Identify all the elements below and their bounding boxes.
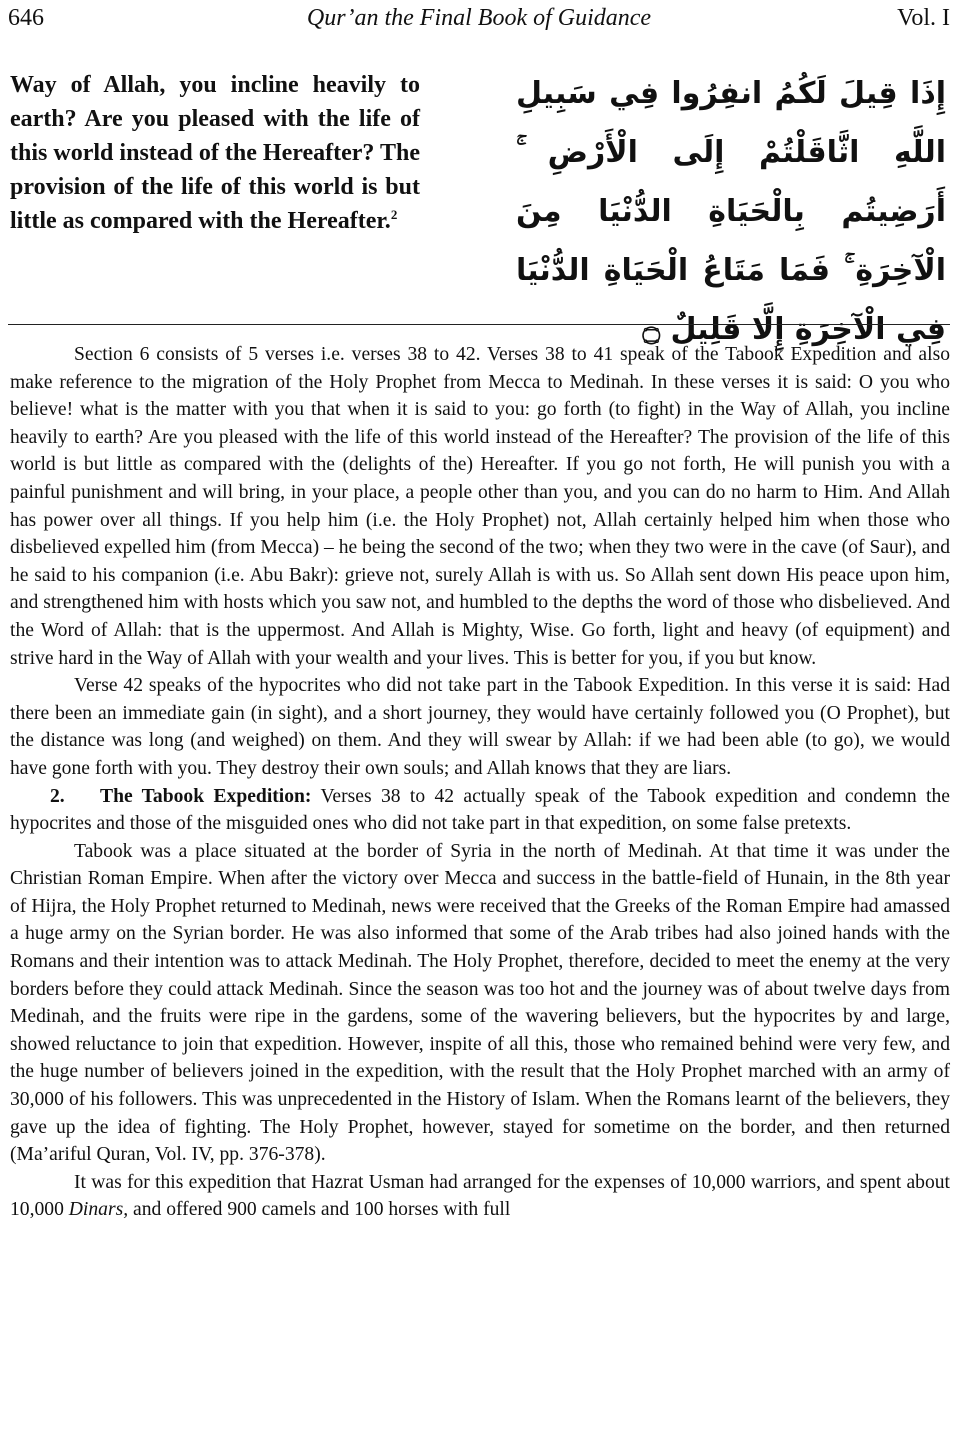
section-intro-text: Verses 38 to 42 actually speak of the Tabook expedition and condemn the hypocrites and those of the misguided ones who did not take part in that expedition, on some false pretexts. <box>10 785 950 835</box>
verse-arabic-text: إِذَا قِيلَ لَكُمُ انفِرُوا فِي سَبِيلِ اللَّهِ اثَّاقَلْتُمْ إِلَى الْأَرْضِ ۚ أَرَضِيتُم بِالْحَيَاةِ الدُّنْيَا مِنَ الْآخِرَةِ ۚ فَمَا مَتَاعُ الْحَيَاةِ الدُّنْيَا فِي الْآخِرَةِ إِلَّا قَلِيلٌ ۝ <box>516 76 946 347</box>
page-number: 646 <box>8 5 44 31</box>
verse-section <box>10 68 950 347</box>
paragraph-usman <box>10 1169 950 1224</box>
section-divider <box>8 324 950 325</box>
paragraph-section-6: Section 6 consists of 5 verses i.e. verses 38 to 42. Verses 38 to 41 speak of the Tabook Expedition and also make reference to the migration of the Holy Prophet from Mecca to Medinah. In these verses it is said: O you who believe! what is the matter with you that when it is said to you: go forth (to fight) in the Way of Allah, you incline heavily to earth? Are you pleased with the life of this world instead of the Hereafter? The provision of the life of this world is but little as compared with the (delights of the) Hereafter. If you go not forth, He will punish you with a painful punishment and will bring, in your place, a people other than you, and you can do no harm to Him. And Allah has power over all things. If you help him (i.e. the Holy Prophet) not, Allah certainly helped him when those who disbelieved expelled him (from Mecca) – he being the second of the two; when they two were in the cave (of Saur), and he said to his companion (i.e. Abu Bakr): grieve not, surely Allah is with us. So Allah sent down His peace upon him, and strengthened him with hosts which you saw not, and humbled to the depths the word of those who disbelieved. And the Word of Allah: that is the uppermost. And Allah is Mighty, Wise. Go forth, light and heavy (of equipment) and strive hard in the Way of Allah with your wealth and your lives. This is better for you, if you but know. <box>10 344 950 669</box>
section-number: 2. <box>50 785 65 807</box>
body-text <box>10 341 950 1430</box>
page-header <box>8 2 950 34</box>
section-title: The Tabook Expedition: <box>100 785 312 807</box>
verse-translation <box>10 68 420 238</box>
volume-label: Vol. I <box>897 5 950 31</box>
dinars-term: Dinars, <box>68 1199 129 1221</box>
footnote-reference: 2 <box>390 207 398 222</box>
paragraph-tabook-heading <box>10 783 950 838</box>
paragraph-verse-42: Verse 42 speaks of the hypocrites who did not take part in the Tabook Expedition. In this verse it is said: Had there been an immediate gain (in sight), and a short journey, they would have certainly followed you (O Prophet), but the distance was long (and weighed) on them. And they will swear by Allah: if we had been able (to go), we would have gone forth with you. They destroy their own souls; and Allah knows that they are liars. <box>10 675 950 779</box>
paragraph-usman-end: and offered 900 camels and 100 horses with full <box>128 1199 511 1221</box>
book-title: Qur’an the Final Book of Guidance <box>306 5 652 31</box>
paragraph-tabook-history: Tabook was a place situated at the border of Syria in the north of Medinah. At that time it was under the Christian Roman Empire. When after the victory over Mecca and success in the battle-field of Hunain, in the 8th year of Hijra, the Holy Prophet returned to Medinah, news were received that the Greeks of the Roman Empire had amassed a huge army on the Syrian border. He was also informed that some of the Arab tribes had also joined hands with the Romans and their intention was to attack Medinah. The Holy Prophet, therefore, decided to meet the enemy at the very borders before they could attack Medinah. Since the season was too hot and the journey was of about twelve days from Medinah, and the fruits were ripe in the gardens, some of the wavering believers, but the hypocrites by and large, showed reluctance to join that expedition. However, inspite of all this, those who remained behind were very few, and the huge number of believers joined in the expedition, with the result that the Holy Prophet marched with an army of 30,000 of his followers. This was unprecedented in the History of Islam. When the Romans learnt of the believers, they gave up the idea of fighting. The Holy Prophet, however, stayed for sometime on the border, and then returned (Ma’ariful Quran, Vol. IV, pp. 376-378). <box>10 840 950 1166</box>
verse-translation-text: Way of Allah, you incline heavily to earth? Are you pleased with the life of this world instead of the Hereafter? The provision of the life of this world is but little as compared with the Hereafter. <box>10 72 420 234</box>
paragraph-usman-start: It was for this expedition that Hazrat Usman had arranged for the expenses of 10,000 warriors, and spent about 10,000 <box>10 1171 950 1221</box>
